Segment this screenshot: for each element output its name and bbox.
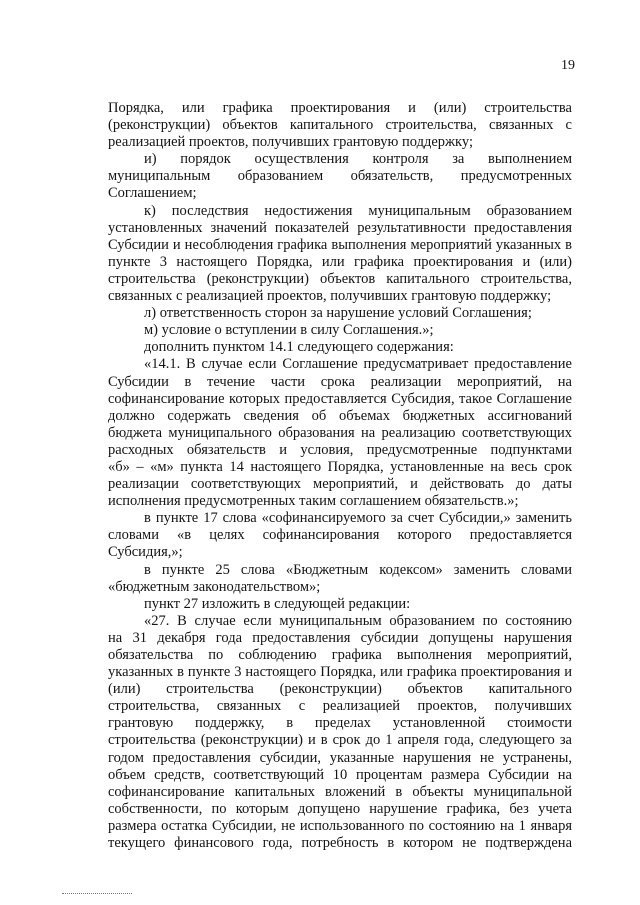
document-body [108, 100, 572, 852]
text-line: текущего финансового года, потребность в котором не подтверждена [108, 835, 572, 852]
text-line: обязательства по соблюдению графика выполнения мероприятий, [108, 647, 572, 663]
text-line: софинансирование которых предоставляется Субсидия, такое Соглашение [108, 390, 572, 407]
text-line: «бюджетным законодательством»; [108, 578, 321, 595]
text-line: «14.1. В случае если Соглашение предусматривает предоставление [144, 356, 572, 373]
text-line: пункте 3 настоящего Порядка, или графика проектирования и (или) [108, 253, 572, 270]
text-line: дополнить пунктом 14.1 следующего содержания: [144, 339, 454, 356]
text-line: годом предоставления субсидии, указанные нарушения не устранены, [108, 749, 572, 766]
text-line: должно содержать сведения об объемах бюджетных ассигнований [108, 407, 572, 424]
bottom-scan-mark [62, 893, 132, 894]
text-line: расходных обязательств и условия, предусмотренные подпунктами [108, 441, 572, 458]
text-line: и) порядок осуществления контроля за выполнением [144, 151, 572, 168]
text-line: бюджета муниципального образования на реализацию соответствующих [108, 424, 572, 441]
text-line: «27. В случае если муниципальным образованием по состоянию [144, 612, 572, 629]
text-line: л) ответственность сторон за нарушение условий Соглашения; [144, 305, 532, 322]
text-line: в пункте 17 слова «софинансируемого за счет Субсидии,» заменить [144, 510, 572, 527]
text-line: софинансирование капитальных вложений в объекты муниципальной [108, 783, 572, 800]
text-line: (реконструкции) объектов капитального строительства, связанных с [108, 117, 572, 134]
text-line: строительства (реконструкции) и в срок до 1 апреля года, следующего за [108, 732, 572, 749]
text-line: пункт 27 изложить в следующей редакции: [144, 595, 411, 612]
text-line: Субсидии в течение части срока реализации мероприятий, на [108, 373, 572, 390]
text-line: словами «в целях софинансирования которого предоставляется [108, 527, 572, 544]
text-line: «б» – «м» пункта 14 настоящего Порядка, установленные на весь срок [108, 458, 572, 475]
text-line: связанных с реализацией проектов, получивших грантовую поддержку; [108, 288, 552, 305]
text-line: Субсидия,»; [108, 544, 183, 561]
text-line: грантовую поддержку, в пределах установленной стоимости [108, 715, 572, 732]
text-line: Субсидии и несоблюдения графика выполнения мероприятий указанных в [108, 236, 572, 253]
text-line: м) условие о вступлении в силу Соглашения.»; [144, 322, 434, 339]
text-line: муниципальным образованием обязательств, предусмотренных [108, 168, 572, 185]
text-line: реализации соответствующих мероприятий, и действовать до даты [108, 476, 572, 493]
text-line: в пункте 25 слова «Бюджетным кодексом» заменить словами [144, 561, 572, 578]
text-line: размера остатка Субсидии, не использованного по состоянию на 1 января [108, 817, 572, 834]
text-line: строительства, связанных с реализацией проектов, получивших [108, 698, 572, 715]
text-line: установленных значений показателей результативности предоставления [108, 219, 572, 236]
text-line: объем средств, соответствующий 10 процентам размера Субсидии на [108, 766, 572, 783]
text-line: Порядка, или графика проектирования и (или) строительства [108, 100, 572, 116]
text-line: исполнения предусмотренных таким соглашением обязательств.»; [108, 493, 519, 510]
text-line: реализацией проектов, получивших грантовую поддержку; [108, 134, 473, 151]
text-line: (или) строительства (реконструкции) объектов капитального [108, 681, 572, 698]
text-line: указанных в пункте 3 настоящего Порядка, или графика проектирования и [108, 664, 572, 681]
text-line: к) последствия недостижения муниципальным образованием [144, 202, 572, 219]
text-line: на 31 декабря года предоставления субсидии допущены нарушения [108, 629, 572, 646]
text-line: Соглашением; [108, 185, 197, 202]
text-line: собственности, по которым допущено нарушение графика, без учета [108, 800, 572, 817]
text-line: строительства (реконструкции) объектов капитального строительства, [108, 270, 572, 287]
page-number: 19 [561, 58, 575, 73]
